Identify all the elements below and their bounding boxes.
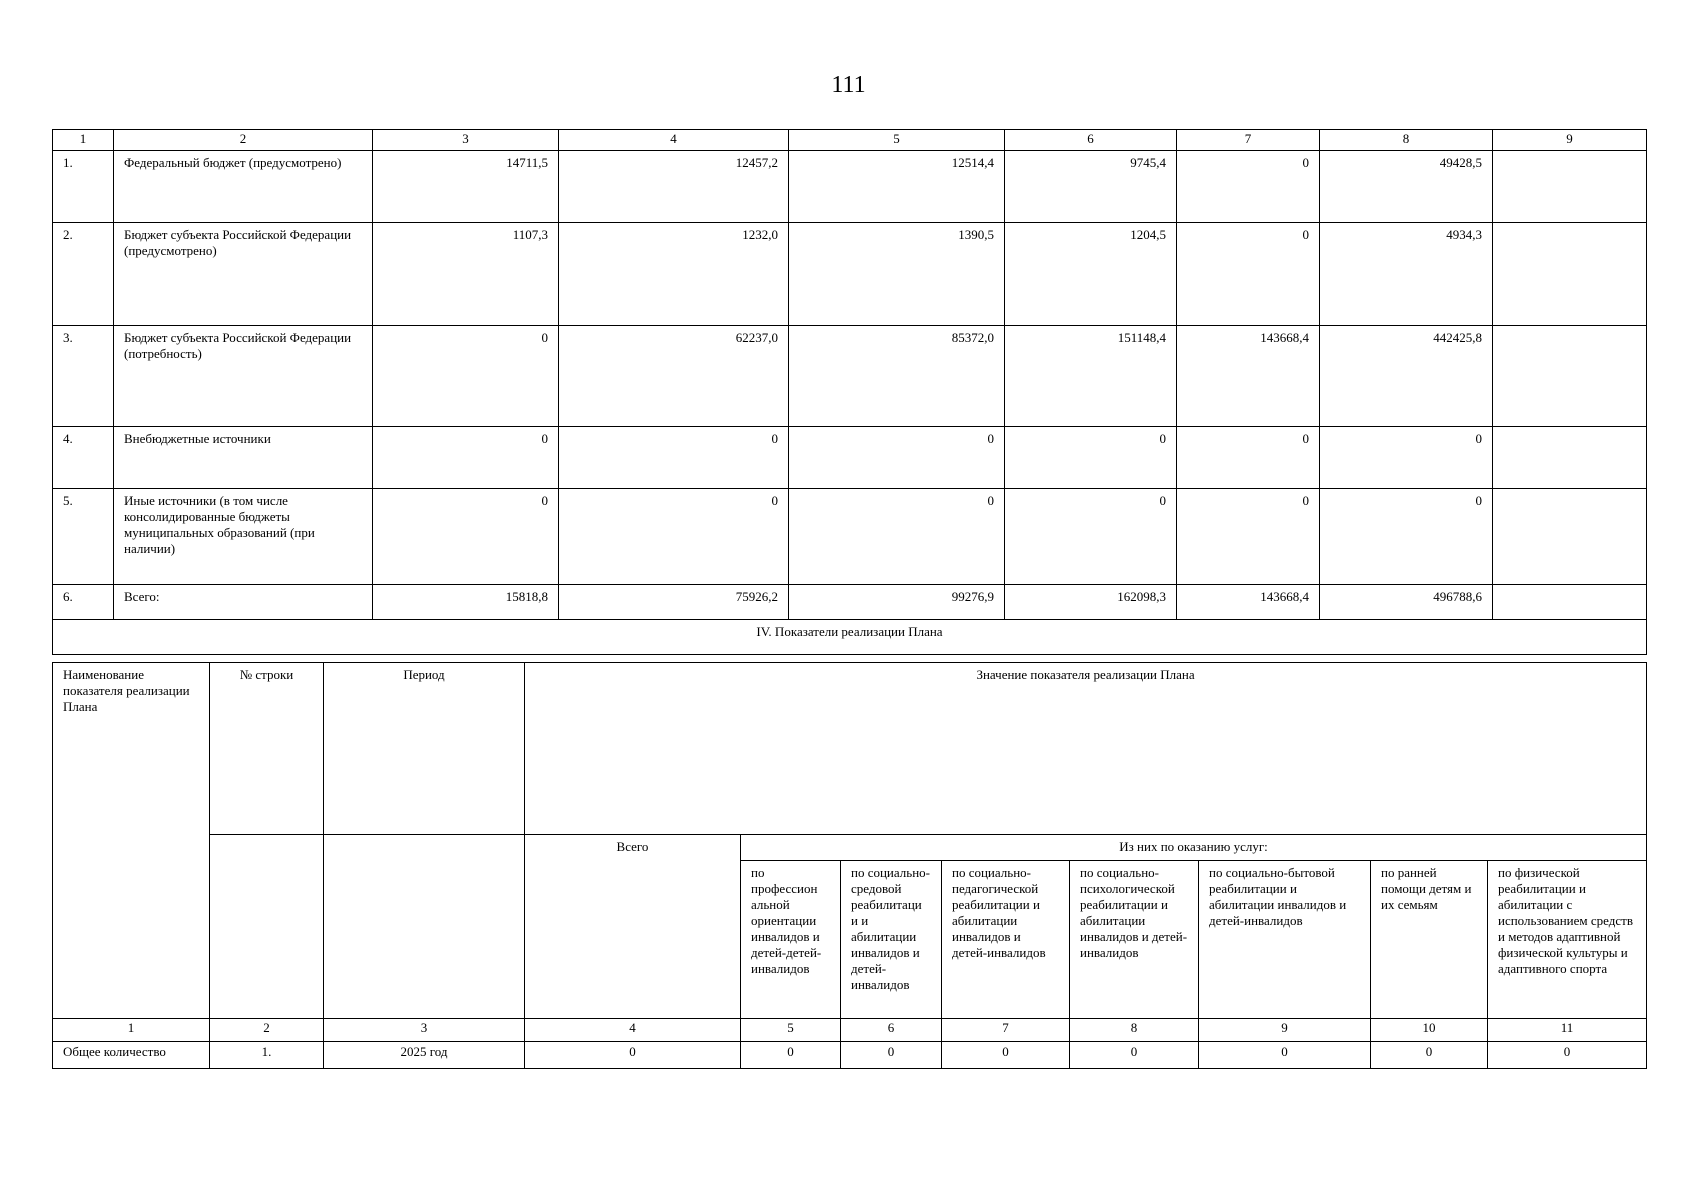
row-number: 4. <box>53 427 114 489</box>
row-number-header: № строки <box>210 663 324 835</box>
row-number: 1. <box>210 1042 324 1069</box>
value-cell: 143668,4 <box>1177 326 1320 427</box>
indicators-head-row <box>53 663 1647 835</box>
table-row <box>53 326 1647 427</box>
header-cell: 8 <box>1320 130 1493 151</box>
value-cell: 75926,2 <box>559 585 789 620</box>
empty-cell <box>324 835 525 1019</box>
value-cell: 0 <box>373 326 559 427</box>
table-row <box>53 489 1647 585</box>
row-number: 5. <box>53 489 114 585</box>
row-number: 1. <box>53 151 114 223</box>
value-cell: 442425,8 <box>1320 326 1493 427</box>
source-name: Всего: <box>114 585 373 620</box>
service-header: по физической реабилитации и абилитации с использованием средств и методов адаптивной физической культуры и адаптивного спорта <box>1488 861 1647 1019</box>
source-name: Бюджет субъекта Российской Федерации (предусмотрено) <box>114 223 373 326</box>
financing-table <box>52 129 1647 655</box>
value-cell: 12457,2 <box>559 151 789 223</box>
value-cell: 0 <box>559 427 789 489</box>
column-number: 7 <box>942 1019 1070 1042</box>
value-cell: 162098,3 <box>1005 585 1177 620</box>
value-cell: 0 <box>373 427 559 489</box>
table-row <box>53 1042 1647 1069</box>
total-row <box>53 585 1647 620</box>
column-number: 9 <box>1199 1019 1371 1042</box>
services-header: Из них по оказанию услуг: <box>741 835 1647 861</box>
page-number: 111 <box>831 72 866 98</box>
column-number: 4 <box>525 1019 741 1042</box>
section-title: IV. Показатели реализации Плана <box>53 620 1647 655</box>
value-cell: 62237,0 <box>559 326 789 427</box>
indicator-value-header: Значение показателя реализации Плана <box>525 663 1647 835</box>
header-cell: 1 <box>53 130 114 151</box>
value-cell: 0 <box>741 1042 841 1069</box>
value-cell: 0 <box>1371 1042 1488 1069</box>
value-cell: 1390,5 <box>789 223 1005 326</box>
column-number: 11 <box>1488 1019 1647 1042</box>
source-name: Внебюджетные источники <box>114 427 373 489</box>
empty-cell <box>210 835 324 1019</box>
column-number: 2 <box>210 1019 324 1042</box>
value-cell: 0 <box>841 1042 942 1069</box>
header-cell: 4 <box>559 130 789 151</box>
header-cell: 3 <box>373 130 559 151</box>
column-number: 10 <box>1371 1019 1488 1042</box>
value-cell: 0 <box>1005 489 1177 585</box>
header-cell: 6 <box>1005 130 1177 151</box>
value-cell <box>1493 585 1647 620</box>
value-cell: 14711,5 <box>373 151 559 223</box>
service-header: по социально-бытовой реабилитации и абилитации инвалидов и детей-инвалидов <box>1199 861 1371 1019</box>
value-cell: 0 <box>373 489 559 585</box>
table-row <box>53 427 1647 489</box>
value-cell: 15818,8 <box>373 585 559 620</box>
section-title-row <box>53 620 1647 655</box>
value-cell: 1107,3 <box>373 223 559 326</box>
value-cell <box>1493 489 1647 585</box>
indicator-name: Общее количество <box>53 1042 210 1069</box>
value-cell: 0 <box>1320 489 1493 585</box>
source-name: Федеральный бюджет (предусмотрено) <box>114 151 373 223</box>
source-name: Бюджет субъекта Российской Федерации (потребность) <box>114 326 373 427</box>
row-number: 3. <box>53 326 114 427</box>
value-cell <box>1493 427 1647 489</box>
value-cell: 151148,4 <box>1005 326 1177 427</box>
value-cell: 0 <box>559 489 789 585</box>
value-cell: 0 <box>1177 489 1320 585</box>
service-header: по профессион альной ориентации инвалидов и детей-детей-инвалидов <box>741 861 841 1019</box>
value-cell <box>1493 151 1647 223</box>
value-cell: 0 <box>789 489 1005 585</box>
value-cell: 12514,4 <box>789 151 1005 223</box>
value-cell: 0 <box>942 1042 1070 1069</box>
service-header: по социально-психологической реабилитации и абилитации инвалидов и детей-инвалидов <box>1070 861 1199 1019</box>
column-numbers-row <box>53 1019 1647 1042</box>
service-header: по социально-педагогической реабилитации и абилитации инвалидов и детей-инвалидов <box>942 861 1070 1019</box>
value-cell: 0 <box>1070 1042 1199 1069</box>
indicators-table <box>52 662 1647 1069</box>
row-number: 6. <box>53 585 114 620</box>
value-cell: 0 <box>1177 151 1320 223</box>
value-cell: 0 <box>1005 427 1177 489</box>
column-number: 3 <box>324 1019 525 1042</box>
column-number: 1 <box>53 1019 210 1042</box>
value-cell: 1232,0 <box>559 223 789 326</box>
value-cell: 9745,4 <box>1005 151 1177 223</box>
period-header: Период <box>324 663 525 835</box>
indicators-subhead-row <box>53 835 1647 861</box>
service-header: по социально-средовой реабилитаци и и абилитации инвалидов и детей-инвалидов <box>841 861 942 1019</box>
column-number: 5 <box>741 1019 841 1042</box>
value-cell: 0 <box>1177 427 1320 489</box>
header-cell: 7 <box>1177 130 1320 151</box>
value-cell: 0 <box>1177 223 1320 326</box>
header-cell: 5 <box>789 130 1005 151</box>
value-cell <box>1493 223 1647 326</box>
table-row <box>53 151 1647 223</box>
value-cell: 0 <box>1199 1042 1371 1069</box>
value-cell: 0 <box>1488 1042 1647 1069</box>
value-cell <box>1493 326 1647 427</box>
value-cell: 0 <box>789 427 1005 489</box>
value-cell: 85372,0 <box>789 326 1005 427</box>
value-cell: 1204,5 <box>1005 223 1177 326</box>
period: 2025 год <box>324 1042 525 1069</box>
row-number: 2. <box>53 223 114 326</box>
value-cell: 143668,4 <box>1177 585 1320 620</box>
value-cell: 0 <box>1320 427 1493 489</box>
indicator-name-header: Наименование показателя реализации Плана <box>53 663 210 1019</box>
header-cell: 9 <box>1493 130 1647 151</box>
column-number: 8 <box>1070 1019 1199 1042</box>
table-row <box>53 223 1647 326</box>
value-cell: 496788,6 <box>1320 585 1493 620</box>
total-header: Всего <box>525 835 741 1019</box>
financing-header-row <box>53 130 1647 151</box>
source-name: Иные источники (в том числе консолидированные бюджеты муниципальных образований (при наличии) <box>114 489 373 585</box>
value-cell: 49428,5 <box>1320 151 1493 223</box>
column-number: 6 <box>841 1019 942 1042</box>
value-cell: 99276,9 <box>789 585 1005 620</box>
value-cell: 4934,3 <box>1320 223 1493 326</box>
service-header: по ранней помощи детям и их семьям <box>1371 861 1488 1019</box>
value-cell: 0 <box>525 1042 741 1069</box>
header-cell: 2 <box>114 130 373 151</box>
